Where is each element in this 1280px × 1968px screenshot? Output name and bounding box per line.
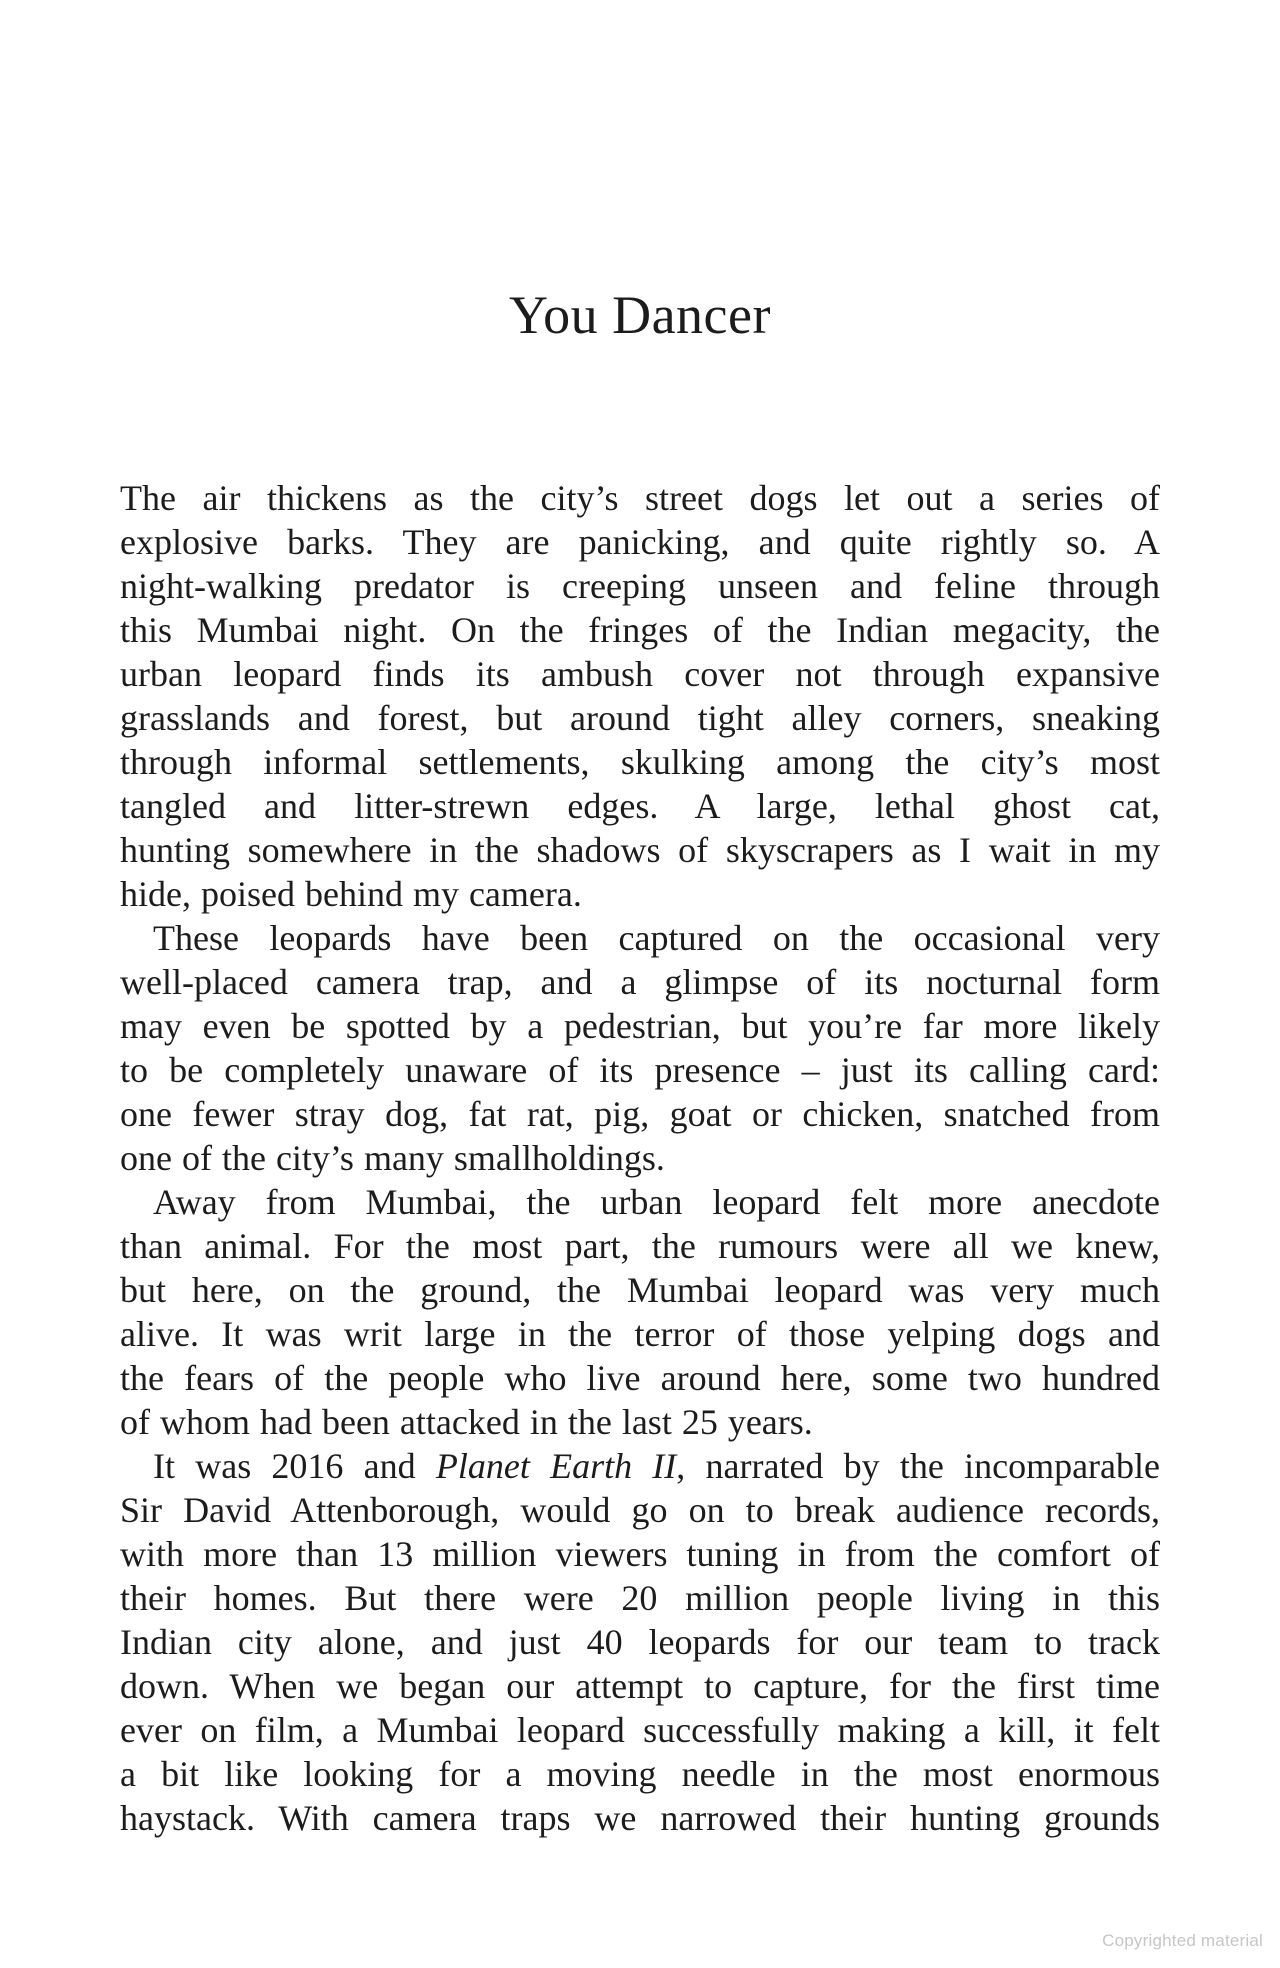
text-line: but here, on the ground, the Mumbai leopard was very much <box>120 1270 1160 1310</box>
text-line-paragraph-end: hide, poised behind my camera. <box>120 874 582 914</box>
text-line: alive. It was writ large in the terror of those yelping dogs and <box>120 1314 1160 1354</box>
text-line: well-placed camera trap, and a glimpse of its nocturnal form <box>120 962 1160 1002</box>
text-line-paragraph-start: Away from Mumbai, the urban leopard felt more anecdote <box>153 1182 1160 1222</box>
text-line: one fewer stray dog, fat rat, pig, goat or chicken, snatched from <box>120 1094 1160 1134</box>
text-line: Sir David Attenborough, would go on to break audience records, <box>120 1490 1160 1530</box>
chapter-title: You Dancer <box>509 285 771 345</box>
text-line: down. When we began our attempt to capture, for the first time <box>120 1666 1160 1706</box>
text-line-paragraph-end: of whom had been attacked in the last 25 years. <box>120 1402 813 1442</box>
text-line: The air thickens as the city’s street dogs let out a series of <box>120 478 1160 518</box>
text-line: night-walking predator is creeping unseen and feline through <box>120 566 1160 606</box>
text-line: Indian city alone, and just 40 leopards for our team to track <box>120 1622 1160 1662</box>
text-line: than animal. For the most part, the rumours were all we knew, <box>120 1226 1160 1266</box>
text-line: explosive barks. They are panicking, and quite rightly so. A <box>120 522 1160 562</box>
text-line-paragraph-start: These leopards have been captured on the occasional very <box>153 918 1160 958</box>
text-line: to be completely unaware of its presence – just its calling card: <box>120 1050 1160 1090</box>
text-line: urban leopard finds its ambush cover not through expansive <box>120 654 1160 694</box>
text-line: tangled and litter-strewn edges. A large, lethal ghost cat, <box>120 786 1160 826</box>
text-line: a bit like looking for a moving needle in the most enormous <box>120 1754 1160 1794</box>
text-segment: , narrated by the incomparable <box>676 1446 1160 1486</box>
text-line-paragraph-end: one of the city’s many smallholdings. <box>120 1138 665 1178</box>
text-segment: It was 2016 and <box>153 1446 436 1486</box>
text-line: this Mumbai night. On the fringes of the Indian megacity, the <box>120 610 1160 650</box>
text-line: grasslands and forest, but around tight alley corners, sneaking <box>120 698 1160 738</box>
text-line: may even be spotted by a pedestrian, but you’re far more likely <box>120 1006 1160 1046</box>
text-line: with more than 13 million viewers tuning in from the comfort of <box>120 1534 1160 1574</box>
text-line: the fears of the people who live around here, some two hundred <box>120 1358 1160 1398</box>
body-text <box>120 476 1160 1840</box>
copyright-watermark: Copyrighted material <box>1102 1931 1263 1950</box>
text-line: through informal settlements, skulking among the city’s most <box>120 742 1160 782</box>
text-line: their homes. But there were 20 million people living in this <box>120 1578 1160 1618</box>
text-line: ever on film, a Mumbai leopard successfully making a kill, it felt <box>120 1710 1160 1750</box>
text-line: hunting somewhere in the shadows of skyscrapers as I wait in my <box>120 830 1160 870</box>
text-line: haystack. With camera traps we narrowed their hunting grounds <box>120 1798 1160 1838</box>
book-title-italic: Planet Earth II <box>435 1446 677 1486</box>
text-line-paragraph-start <box>120 1444 1160 1488</box>
